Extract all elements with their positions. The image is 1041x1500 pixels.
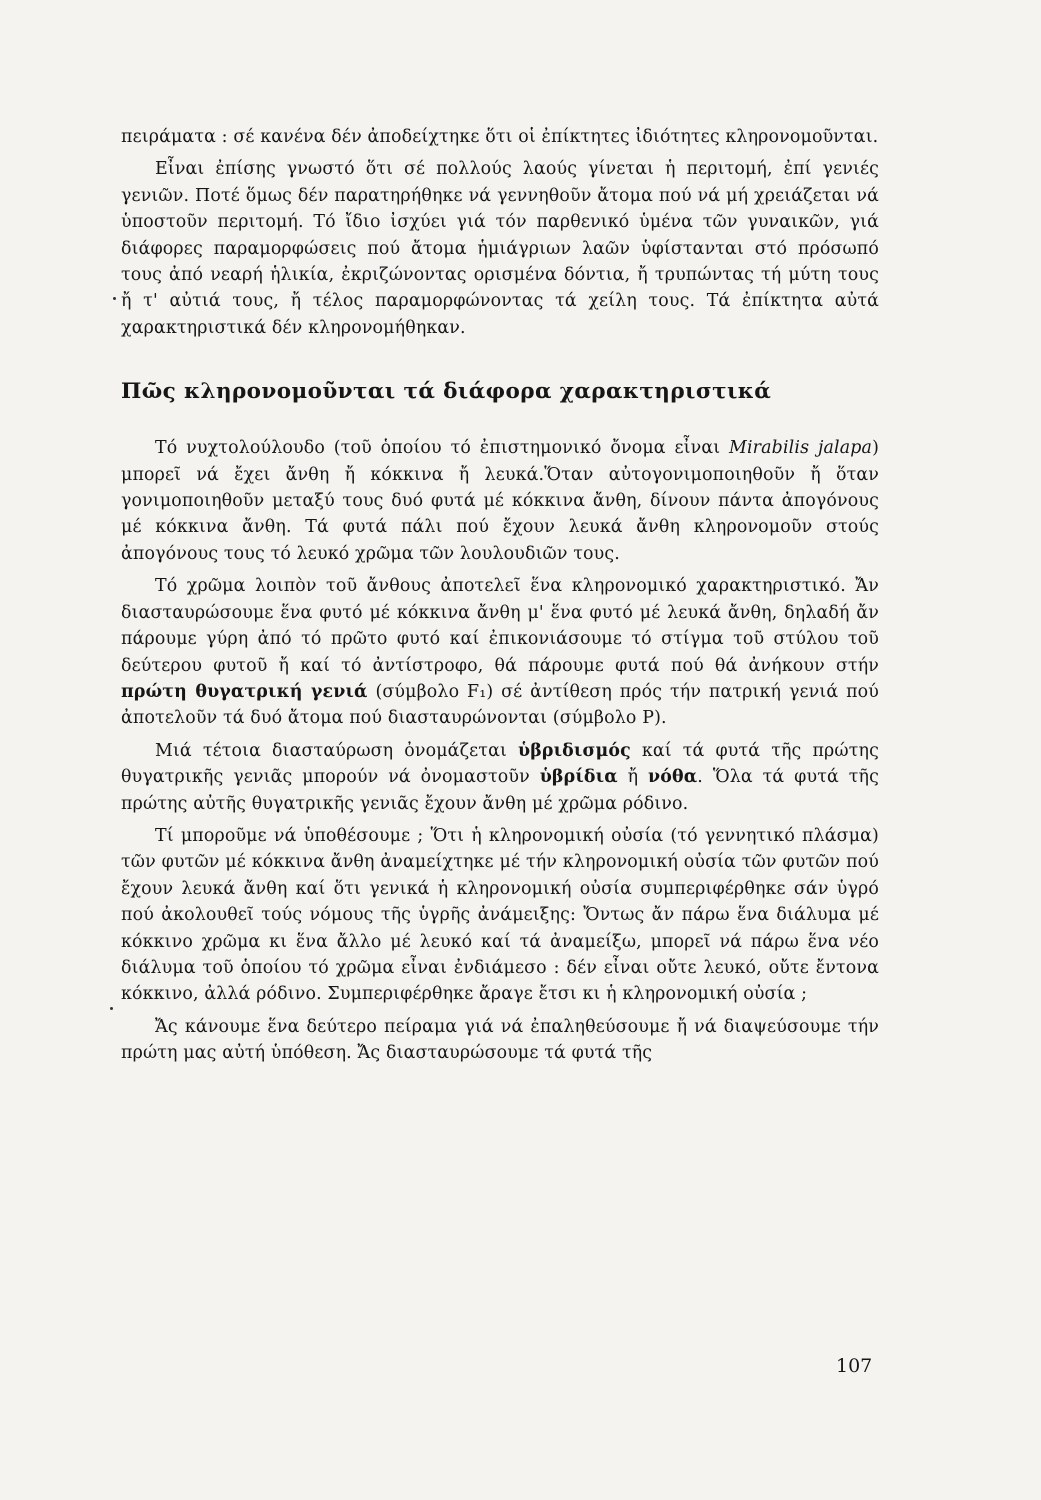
- term-bastards: νόθα: [648, 767, 698, 788]
- paragraph-5: [121, 738, 879, 817]
- paragraph-3-text-a: Τό νυχτολούλουδο (τοῦ ὁποίου τό ἐπιστημονικό ὄνομα εἶναι: [155, 438, 721, 459]
- scan-speck: [113, 297, 116, 300]
- paragraph-2: Εἶναι ἐπίσης γνωστό ὅτι σέ πολλούς λαούς γίνεται ἡ περιτομή, ἐπί γενιές γενιῶν. Ποτέ ὅμως δέν παρατηρήθηκε νά γεννηθοῦν ἄτομα πού νά μή χρειάζεται νά ὑποστοῦν περιτομή. Τό ἴδιο ἰσχύει γιά τόν παρθενικό ὑμένα τῶν γυναικῶν, γιά διάφορες παραμορφώσεις πού ἄτομα ἡμιάγριων λαῶν ὑφίστανται στό πρόσωπό τους ἀπό νεαρή ἡλικία, ἐκριζώνοντας ορισμένα δόντια, ἤ τρυπώντας τή μύτη τους ἤ τ' αὐτιά τους, ἤ τέλος παραμορφώνοντας τά χείλη τους. Τά ἐπίκτητα αὐτά χαρακτηριστικά δέν κληρονομήθηκαν.: [121, 159, 879, 338]
- species-name: Mirabilis jalapa: [729, 438, 873, 459]
- paragraph-3: [121, 435, 879, 567]
- paragraph-6: Τί μποροῦμε νά ὑποθέσουμε ; Ὅτι ἡ κληρονομική οὐσία (τό γεννητικό πλάσμα) τῶν φυτῶν μέ κόκκινα ἄνθη ἀναμείχτηκε μέ τήν κληρονομική οὐσία τῶν φυτῶν πού ἔχουν λευκά ἄνθη καί ὅτι γενικά ἡ κληρονομική οὐσία συμπεριφέρθηκε σάν ὑγρό πού ἀκολουθεῖ τούς νόμους τῆς ὑγρῆς ἀνάμειξης: Ὄντως ἄν πάρω ἕνα διάλυμα μέ κόκκινο χρῶμα κι ἕνα ἄλλο μέ λευκό καί τά ἀναμείξω, μπορεῖ νά πάρω ἕνα νέο διάλυμα τοῦ ὁποίου τό χρῶμα εἶναι ἐνδιάμεσο : δέν εἶναι οὔτε λευκό, οὔτε ἔντονα κόκκινο, ἀλλά ρόδινο. Συμπεριφέρθηκε ἄραγε ἔτσι κι ἡ κληρονομική οὐσία ;: [121, 825, 879, 1005]
- term-hybridization: ὑβριδισμός: [517, 740, 631, 761]
- section-heading: Πῶς κληρονομοῦνται τά διάφορα χαρακτηριστικά: [121, 379, 772, 405]
- paragraph-3-text-b: ) μπορεῖ νά ἔχει ἄνθη ἤ κόκκινα ἤ λευκά.Ὅταν αὐτογονιμοποιηθοῦν ἤ ὅταν γονιμοποιηθοῦν μεταξύ τους δυό φυτά μέ κόκκινα ἄνθη, δίνουν πάντα ἀπογόνους μέ κόκκινα ἄνθη. Τά φυτά πάλι πού ἔχουν λευκά ἄνθη κληρονομοῦν στούς ἀπογόνους τους τό λευκό χρῶμα τῶν λουλουδιῶν τους.: [121, 438, 879, 564]
- term-hybrids: ὑβρίδια: [539, 767, 618, 788]
- paragraph-4-text-b: (σύμβολο F₁) σέ ἀντίθεση πρός τήν πατρική γενιά πού ἀποτελοῦν τά δυό ἄτομα πού διασταυρώνονται (σύμβολο P).: [121, 681, 879, 729]
- term-first-filial-generation: πρώτη θυγατρική γενιά: [121, 681, 368, 702]
- paragraph-7: Ἄς κάνουμε ἕνα δεύτερο πείραμα γιά νά ἐπαληθεύσουμε ἤ νά διαψεύσουμε τήν πρώτη μας αὐτή ὑπόθεση. Ἄς διασταυρώσουμε τά φυτά τῆς: [121, 1016, 879, 1064]
- paragraph-5-text-b: καί τά φυτά τῆς πρώτης θυγατρικῆς γενιᾶς μπορούν νά ὀνομαστοῦν: [121, 740, 879, 788]
- text-column: [121, 124, 879, 1073]
- paragraph-5-text-d: . Ὅλα τά φυτά τῆς πρώτης αὐτῆς θυγατρικῆς γενιᾶς ἔχουν ἄνθη μέ χρῶμα ρόδινο.: [121, 767, 879, 814]
- paragraph-4-text-a: Τό χρῶμα λοιπὸν τοῦ ἄνθους ἀποτελεῖ ἕνα κληρονομικό χαρακτηριστικό. Ἄν διασταυρώσουμε ἕνα φυτό μέ κόκκινα ἄνθη μ' ἕνα φυτό μέ λευκά ἄνθη, δηλαδή ἄν πάρουμε γύρη ἀπό τό πρῶτο φυτό καί ἐπικονιάσουμε τό στίγμα τοῦ στύλου τοῦ δεύτερου φυτοῦ ἤ καί τό ἀντίστροφο, θά πάρουμε φυτά πού θά ἀνήκουν στήν: [121, 576, 879, 676]
- paragraph-5-text-c: ἤ: [627, 767, 639, 788]
- scan-speck: [110, 1007, 113, 1010]
- paragraph-4: [121, 573, 879, 731]
- paragraph-5-text-a: Μιά τέτοια διασταύρωση ὀνομάζεται: [155, 740, 507, 761]
- page-number: 107: [836, 1355, 873, 1377]
- paragraph-1: πειράματα : σέ κανένα δέν ἀποδείχτηκε ὅτι οἱ ἐπίκτητες ἰδιότητες κληρονομοῦνται.: [121, 127, 879, 147]
